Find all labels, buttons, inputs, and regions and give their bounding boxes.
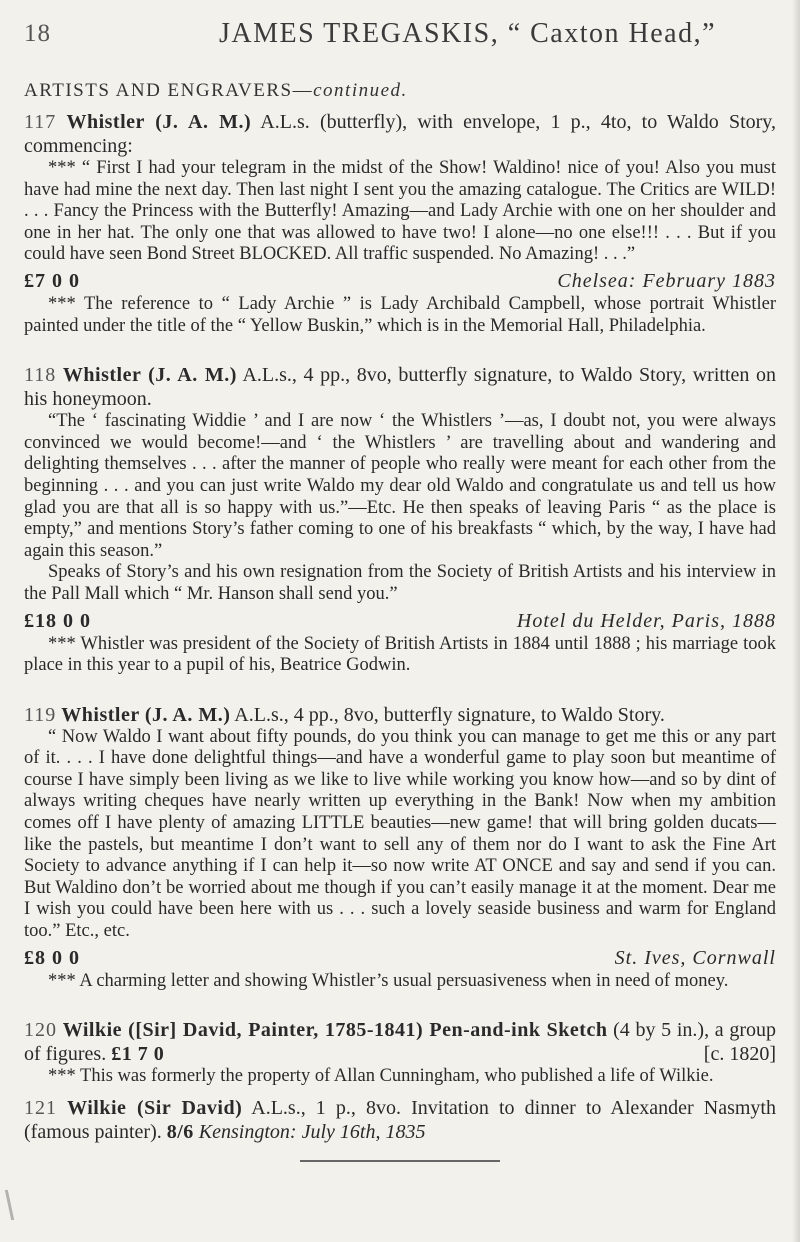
lot-description: A.L.s., 4 pp., 8vo, butterfly signature, to Waldo Story. [234,703,665,726]
lot-price: £18 0 0 [24,609,91,632]
lot-price: £1 7 0 [111,1043,165,1066]
lot-number: 118 [24,364,57,387]
lot-119 [24,703,776,993]
lot-note: *** A charming letter and showing Whistler’s usual persuasiveness when in need of money. [48,970,729,991]
lot-quote: *** “ First I had your telegram in the midst of the Show! Waldino! nice of you! Also you must have had mine the next day. Then last night I sent you the amazing catalogue. The Critics are WILD! . . . Fancy the Princess with the Butterfly! Amazing—and Lady Archie with one on her shoulder and one in her hat. The only one that was allowed to have two! I alone—no one else!!! . . . But if you could have seen Bond Street BLOCKED. All traffic suspended. No Amazing! . . .” [24,158,776,265]
lot-author: Whistler (J. A. M.) [66,111,252,133]
page-edge [792,0,800,1242]
lot-date: [c. 1820] [703,1043,776,1066]
price-row [24,608,776,634]
lot-description: (4 by 5 in.), a group of figures. [24,1019,776,1066]
lot-price: £8 0 0 [24,946,80,969]
closing-rule [300,1160,500,1162]
lot-heading [24,1096,776,1144]
price-row [24,268,776,294]
lot-number: 121 [24,1096,57,1119]
lot-number: 120 [24,1019,57,1042]
lot-note: *** The reference to “ Lady Archie ” is Lady Archibald Campbell, whose portrait Whistler painted under the title of the “ Yellow Buskin,” which is in the Memorial Hall, Philadelphia. [24,293,776,336]
price-row [24,945,776,971]
lot-117 [24,110,776,337]
lot-place-date: Kensington: July 16th, 1835 [198,1120,426,1143]
lot-number: 117 [24,111,57,133]
lot-author: Wilkie (Sir David) [67,1096,243,1119]
lot-price: 8/6 [166,1120,194,1143]
running-head: JAMES TREGASKIS, “ Caxton Head,” [219,18,717,49]
lot-author: Whistler (J. A. M.) [61,703,231,726]
lot-heading [24,1018,776,1066]
page-header [24,14,784,54]
lot-quote-2: Speaks of Story’s and his own resignation from the Society of British Artists and his interview in the Pall Mall which “ Mr. Hanson shall send you.” [24,562,776,604]
lot-description: A.L.s. (butterfly), with envelope, 1 p., 4to, to Waldo Story, commencing: [24,111,776,157]
lot-place-date: Hotel du Helder, Paris, 1888 [516,609,776,632]
lot-118 [24,363,776,677]
section-title: ARTISTS AND ENGRAVERS—continued. [24,80,408,101]
lot-120 [24,1018,776,1088]
lot-quote: “ Now Waldo I want about fifty pounds, do you think you can manage to get me this or any part of it. . . . I have done delightful things—and have a wonderful game to play soon but meantime of course I have simply been living as we like to live while working you know how—and so by dint of always writing cheques have nearly written up everything in the Bank! Now when my ambition comes off I have plenty of amazing LITTLE beauties—new game! that will bring golden ducats—like the pastels, but meantime I don’t want to sell any of them nor do I want to ask the Fine Art Society to advance anything if I can help it—so now write AT ONCE and say and send if you can. But Waldino don’t be worried about me though if you can’t easily manage it at the moment. Dear me I wish you could have been here with us . . . such a lovely seaside business and warm for England too.” Etc., etc. [24,726,776,942]
corner-mark [5,1190,36,1220]
lot-number: 119 [24,703,57,726]
lot-description: A.L.s., 1 p., 8vo. Invitation to dinner to Alexander Nasmyth (famous painter). [24,1096,776,1143]
lot-author: Whistler (J. A. M.) [62,364,237,387]
lot-heading [24,703,776,727]
lot-heading [24,363,776,411]
lot-place-date: Chelsea: February 1883 [557,269,776,292]
lot-place-date: St. Ives, Cornwall [614,946,776,969]
page-number: 18 [24,20,51,47]
lot-price: £7 0 0 [24,269,80,292]
lot-quote: “The ‘ fascinating Widdie ’ and I are now ‘ the Whistlers ’—as, I doubt not, you were always convinced we would become!—and ‘ the Whistlers ’ are travelling about and wandering and delighting themselves . . . after the manner of people who really were meant for each other from the beginning . . . and you can just write Waldo my dear old Waldo and congratulate us and tell us how glad you are that all is so happy with us.”—Etc. He then speaks of leaving Paris “ as the place is empty,” and mentions Story’s father coming to one of his breakfasts “ which, by the way, I have had again this season.” [24,411,776,561]
lot-author: Wilkie ([Sir] David, Painter, 1785-1841) Pen-and-ink Sketch [62,1019,608,1042]
lot-note: *** This was formerly the property of Allan Cunningham, who published a life of Wilkie. [48,1066,714,1087]
lot-description: A.L.s., 4 pp., 8vo, butterfly signature, to Waldo Story, written on his honeymoon. [24,364,777,411]
lot-121 [24,1096,776,1144]
page-body [24,80,776,1162]
lot-heading [24,110,776,158]
lot-note: *** Whistler was president of the Society of British Artists in 1884 until 1888 ; his marriage took place in this year to a pupil of his, Beatrice Godwin. [24,633,776,676]
